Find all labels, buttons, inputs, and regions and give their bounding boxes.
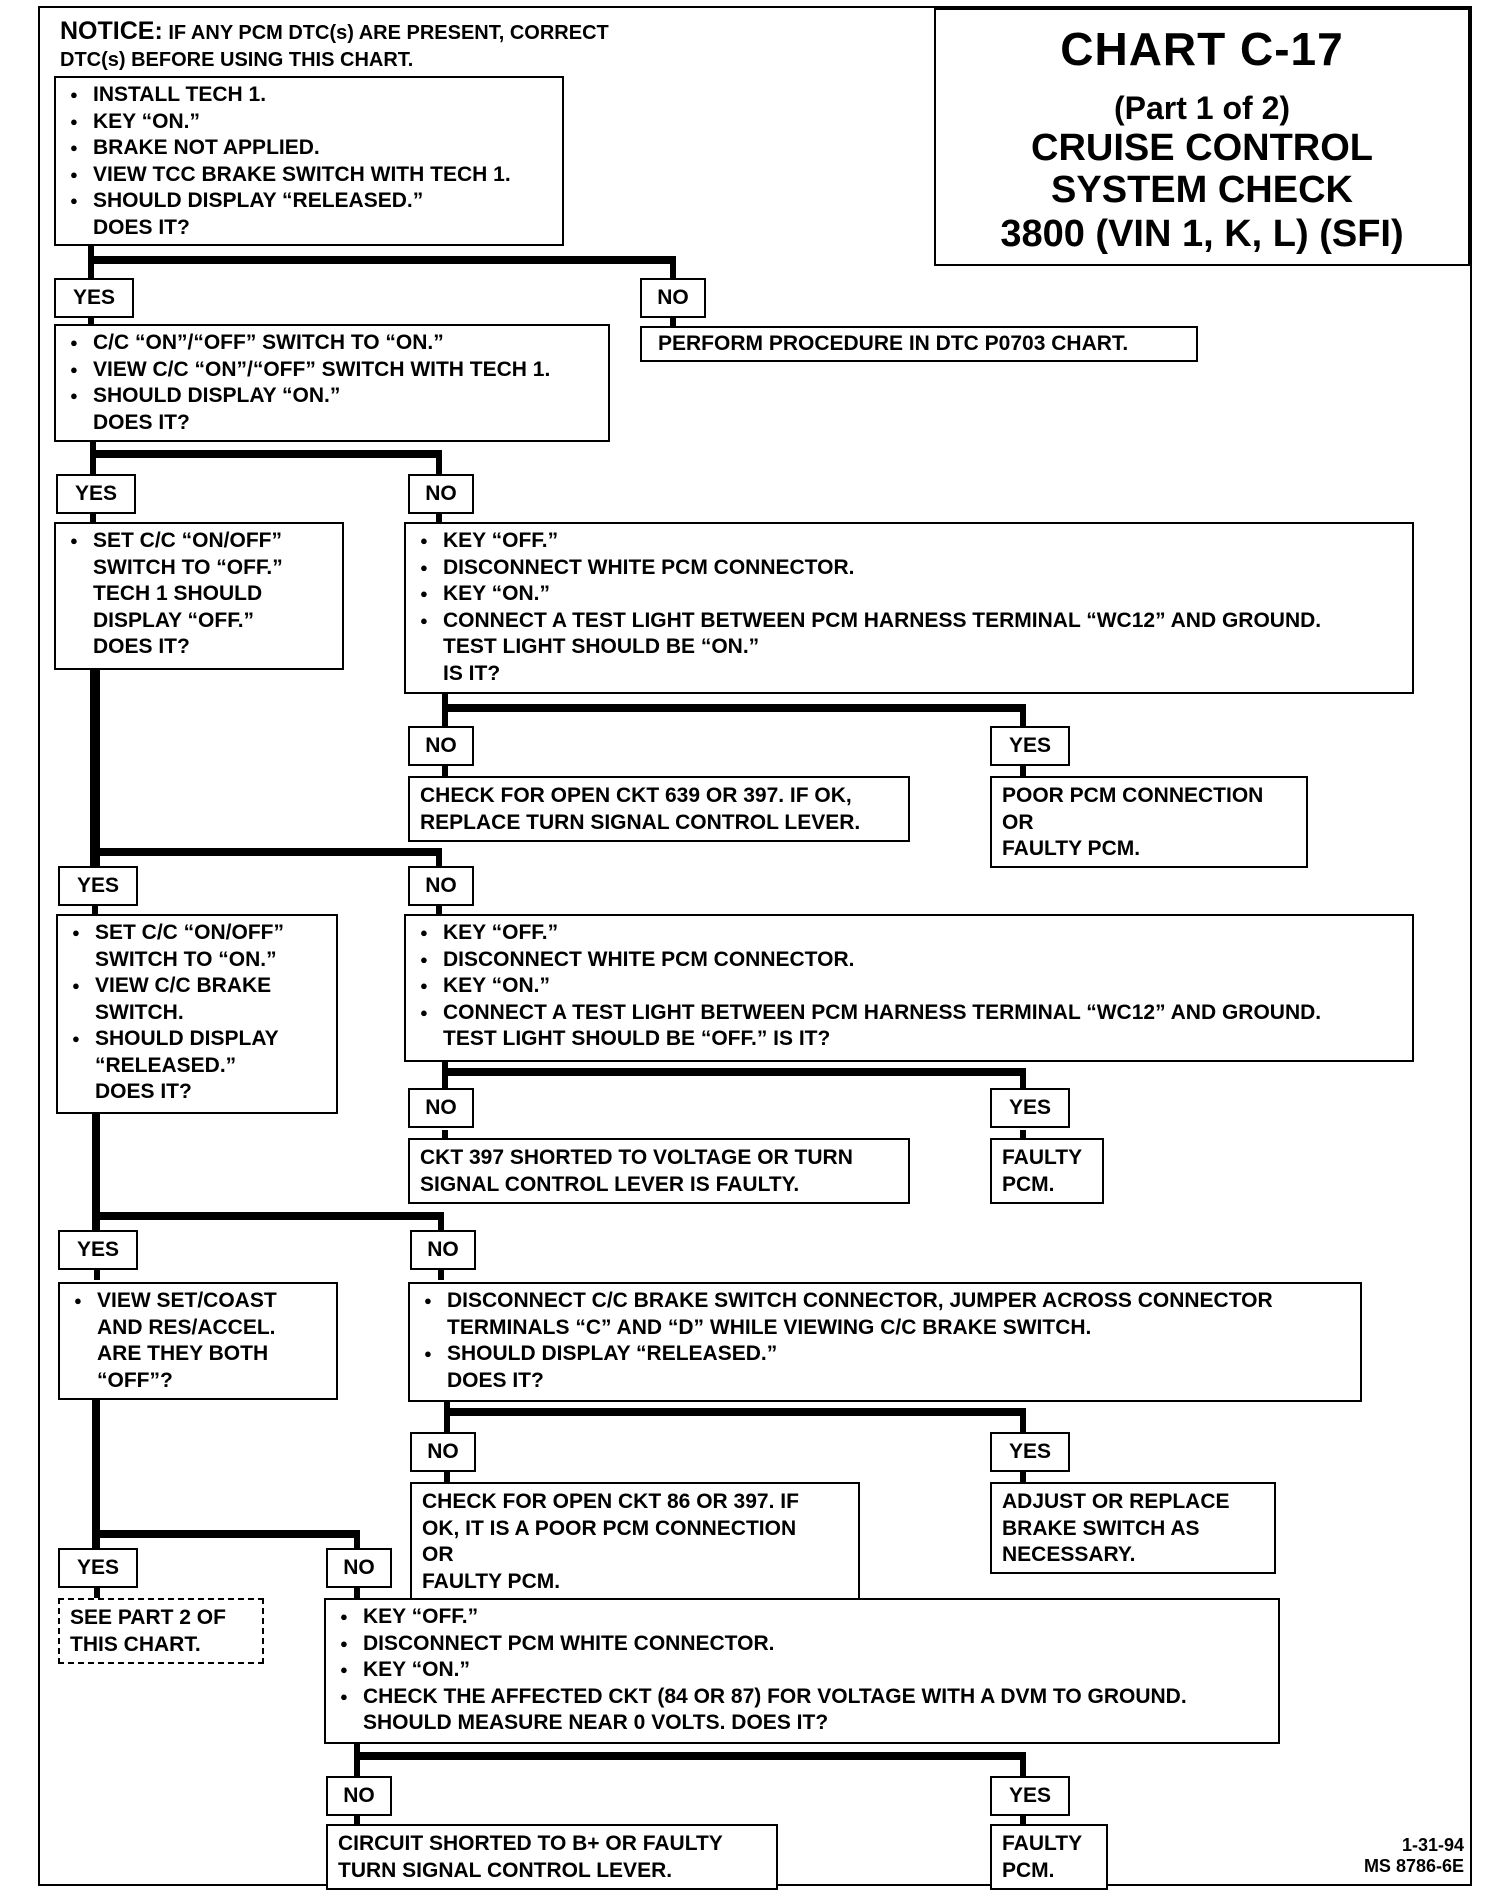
- connector: [92, 848, 442, 856]
- result-line: CHECK FOR OPEN CKT 639 OR 397. IF OK,: [420, 784, 852, 807]
- step-3-line: TECH 1 SHOULD: [93, 582, 263, 605]
- notice-line-1: IF ANY PCM DTC(s) ARE PRESENT, CORRECT: [168, 22, 609, 44]
- yes-label: YES: [990, 1088, 1070, 1128]
- no-label: NO: [408, 474, 474, 514]
- step-3-no-box: [404, 914, 1414, 1062]
- connector: [438, 1212, 444, 1230]
- step-2-item: ● SHOULD DISPLAY “ON.”: [56, 383, 608, 410]
- result-line: OK, IT IS A POOR PCM CONNECTION: [422, 1516, 797, 1540]
- connector: [1020, 704, 1026, 728]
- step-4-line: ● SHOULD DISPLAY: [95, 1027, 279, 1050]
- connector: [436, 450, 442, 476]
- step-3-box: [54, 522, 344, 670]
- result-line: OR: [422, 1543, 454, 1566]
- step-1-item: ● SHOULD DISPLAY “RELEASED.”: [56, 188, 562, 215]
- no-label: NO: [408, 726, 474, 766]
- step-5-no-item: ● CHECK THE AFFECTED CKT (84 OR 87) FOR VOLTAGE WITH A DVM TO GROUND.: [326, 1684, 1278, 1711]
- step-4-no-line: TERMINALS “C” AND “D” WHILE VIEWING C/C BRAKE SWITCH.: [447, 1315, 1092, 1339]
- step-5-no-question: SHOULD MEASURE NEAR 0 VOLTS. DOES IT?: [363, 1711, 829, 1734]
- no-label: NO: [408, 866, 474, 906]
- result-line: CIRCUIT SHORTED TO B+ OR FAULTY: [338, 1832, 723, 1855]
- result-line: OR: [1002, 810, 1034, 834]
- result-line: SIGNAL CONTROL LEVER IS FAULTY.: [420, 1172, 800, 1196]
- step-4-no-line: ● SHOULD DISPLAY “RELEASED.”: [447, 1342, 778, 1365]
- step-3-no-no-box: [408, 1138, 910, 1204]
- step-3-no-yes-box: [990, 1138, 1104, 1204]
- step-5-box: [58, 1282, 338, 1400]
- notice-line-2: DTC(s) BEFORE USING THIS CHART.: [60, 49, 414, 71]
- step-5-line: ● VIEW SET/COAST: [97, 1289, 277, 1312]
- step-2-no-item: ● KEY “ON.”: [406, 581, 1412, 608]
- connector: [354, 1752, 1026, 1760]
- connector: [1020, 1408, 1026, 1434]
- step-4-line: ● SET C/C “ON/OFF”: [95, 921, 284, 944]
- step-5-line: ARE THEY BOTH: [97, 1342, 269, 1365]
- yes-label: YES: [990, 726, 1070, 766]
- step-2-no-no-box: [408, 776, 910, 842]
- yes-label: YES: [54, 278, 134, 318]
- step-4-line: SWITCH.: [95, 1000, 184, 1024]
- step-5-no-no-box: [326, 1824, 778, 1890]
- no-label: NO: [326, 1776, 392, 1816]
- step-4-no-line: DOES IT?: [447, 1368, 544, 1392]
- yes-label: YES: [58, 1548, 138, 1588]
- step-4-line: “RELEASED.”: [95, 1053, 237, 1077]
- result-line: FAULTY: [1002, 1146, 1083, 1169]
- step-4-line: ● VIEW C/C BRAKE: [95, 974, 272, 997]
- result-line: TURN SIGNAL CONTROL LEVER.: [338, 1858, 673, 1882]
- step-1-no-box: [640, 326, 1198, 362]
- result-line: CHECK FOR OPEN CKT 86 OR 397. IF: [422, 1490, 799, 1513]
- step-4-box: [56, 914, 338, 1114]
- step-4-no-yes-box: [990, 1482, 1276, 1574]
- step-5-line: AND RES/ACCEL.: [97, 1315, 276, 1339]
- result-line: CKT 397 SHORTED TO VOLTAGE OR TURN: [420, 1146, 853, 1169]
- step-5-no-box: [324, 1598, 1280, 1744]
- step-4-no-line: ● DISCONNECT C/C BRAKE SWITCH CONNECTOR, JUMPER ACROSS CONNECTOR: [447, 1289, 1273, 1312]
- step-2-no-box: [404, 522, 1414, 694]
- chart-subtitle-1: CRUISE CONTROL: [1031, 127, 1373, 169]
- connector: [90, 670, 100, 870]
- step-2-no-item: ● KEY “OFF.”: [406, 528, 1412, 555]
- step-4-no-box: [408, 1282, 1362, 1402]
- connector: [442, 1068, 1026, 1076]
- no-label: NO: [410, 1432, 476, 1472]
- step-4-line: SWITCH TO “ON.”: [95, 947, 277, 971]
- result-line: THIS CHART.: [70, 1632, 201, 1656]
- no-label: NO: [640, 278, 706, 318]
- result-line: PCM.: [1002, 1172, 1055, 1196]
- chart-title: CHART C-17: [1060, 23, 1344, 75]
- yes-label: YES: [58, 866, 138, 906]
- footer-date: 1-31-94: [1401, 1835, 1464, 1855]
- step-2-item: ● C/C “ON”/“OFF” SWITCH TO “ON.”: [56, 330, 608, 357]
- result-line: ADJUST OR REPLACE: [1002, 1490, 1230, 1513]
- step-1-box: [54, 76, 564, 246]
- step-3-line: ● SET C/C “ON/OFF”: [93, 529, 282, 552]
- yes-label: YES: [990, 1776, 1070, 1816]
- no-label: NO: [410, 1230, 476, 1270]
- step-2-box: [54, 324, 610, 442]
- yes-label: YES: [58, 1230, 138, 1270]
- step-3-no-item: ● DISCONNECT WHITE PCM CONNECTOR.: [406, 947, 1412, 974]
- step-5-line: “OFF”?: [97, 1368, 173, 1392]
- step-2-no-question: IS IT?: [443, 661, 501, 685]
- connector: [94, 1530, 360, 1538]
- step-2-no-item: ● DISCONNECT WHITE PCM CONNECTOR.: [406, 555, 1412, 582]
- notice: [60, 18, 609, 74]
- connector: [442, 704, 1026, 712]
- result-line: FAULTY PCM.: [422, 1569, 561, 1593]
- connector: [88, 256, 676, 264]
- step-3-line: SWITCH TO “OFF.”: [93, 555, 283, 579]
- step-5-no-item: ● DISCONNECT PCM WHITE CONNECTOR.: [326, 1631, 1278, 1658]
- result-line: NECESSARY.: [1002, 1543, 1136, 1566]
- no-label: NO: [326, 1548, 392, 1588]
- step-3-no-item: ● CONNECT A TEST LIGHT BETWEEN PCM HARNESS TERMINAL “WC12” AND GROUND.: [406, 1000, 1412, 1027]
- connector: [442, 1062, 448, 1090]
- step-5-yes-box: [58, 1598, 264, 1664]
- connector: [354, 1744, 360, 1778]
- result-line: BRAKE SWITCH AS: [1002, 1516, 1200, 1540]
- step-3-line: DOES IT?: [93, 635, 190, 658]
- step-1-question: DOES IT?: [93, 215, 190, 239]
- notice-head: NOTICE:: [60, 17, 163, 45]
- step-2-no-yes-box: [990, 776, 1308, 868]
- yes-label: YES: [990, 1432, 1070, 1472]
- yes-label: YES: [56, 474, 136, 514]
- connector: [444, 1408, 1026, 1416]
- connector: [94, 1212, 444, 1220]
- step-5-no-item: ● KEY “ON.”: [326, 1657, 1278, 1684]
- step-1-item: ● VIEW TCC BRAKE SWITCH WITH TECH 1.: [56, 162, 562, 189]
- step-2-no-question: TEST LIGHT SHOULD BE “ON.”: [443, 635, 760, 658]
- step-1-item: ● BRAKE NOT APPLIED.: [56, 135, 562, 162]
- step-2-no-item: ● CONNECT A TEST LIGHT BETWEEN PCM HARNESS TERMINAL “WC12” AND GROUND.: [406, 608, 1412, 635]
- connector: [354, 1530, 360, 1548]
- chart-part: (Part 1 of 2): [1113, 90, 1291, 126]
- step-2-item: ● VIEW C/C “ON”/“OFF” SWITCH WITH TECH 1.: [56, 357, 608, 384]
- connector: [444, 1400, 450, 1434]
- step-5-no-yes-box: [990, 1824, 1108, 1890]
- result-line: REPLACE TURN SIGNAL CONTROL LEVER.: [420, 810, 861, 834]
- chart-subtitle-3: 3800 (VIN 1, K, L) (SFI): [1000, 213, 1404, 255]
- connector: [436, 848, 442, 868]
- connector: [90, 440, 96, 476]
- step-3-no-item: ● KEY “ON.”: [406, 973, 1412, 1000]
- connector: [442, 766, 448, 776]
- chart-subtitle-2: SYSTEM CHECK: [1051, 169, 1353, 211]
- step-2-question: DOES IT?: [93, 410, 190, 434]
- chart-title-box: [934, 8, 1470, 266]
- step-4-no-no-box: [410, 1482, 860, 1600]
- connector: [90, 450, 440, 458]
- no-label: NO: [408, 1088, 474, 1128]
- connector: [670, 256, 676, 280]
- result-line: FAULTY PCM.: [1002, 837, 1141, 860]
- step-5-no-item: ● KEY “OFF.”: [326, 1604, 1278, 1631]
- result-line: SEE PART 2 OF: [70, 1606, 226, 1629]
- step-3-no-question: TEST LIGHT SHOULD BE “OFF.” IS IT?: [443, 1027, 831, 1050]
- result-line: FAULTY: [1002, 1832, 1083, 1855]
- connector: [92, 1400, 100, 1550]
- step-3-line: DISPLAY “OFF.”: [93, 608, 255, 632]
- step-1-item: ● INSTALL TECH 1.: [56, 82, 562, 109]
- result-line: PCM.: [1002, 1858, 1055, 1882]
- step-1-no-text: PERFORM PROCEDURE IN DTC P0703 CHART.: [658, 332, 1129, 355]
- step-1-item: ● KEY “ON.”: [56, 109, 562, 136]
- step-4-line: DOES IT?: [95, 1080, 192, 1103]
- result-line: POOR PCM CONNECTION: [1002, 784, 1264, 807]
- footer-code: MS 8786-6E: [1363, 1856, 1464, 1876]
- step-3-no-item: ● KEY “OFF.”: [406, 920, 1412, 947]
- connector: [1020, 766, 1026, 776]
- connector: [1020, 1752, 1026, 1778]
- footer: [1364, 1835, 1464, 1877]
